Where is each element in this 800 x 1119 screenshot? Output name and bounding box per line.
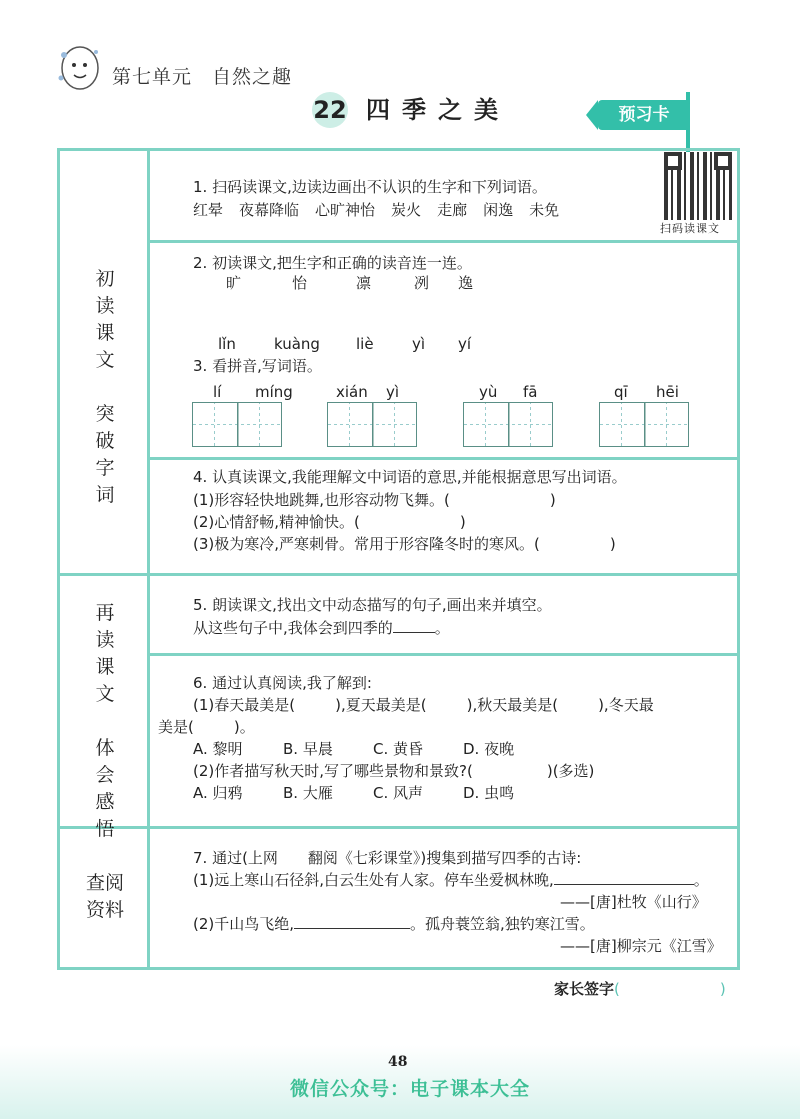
q4-item-3: (3)极为寒冷,严寒刺骨。常用于形容隆冬时的寒风。( )	[193, 535, 616, 553]
q2-prompt: 2. 初读课文,把生字和正确的读音连一连。	[193, 254, 472, 272]
unit-label: 第七单元	[112, 66, 193, 88]
qr-code[interactable]	[664, 152, 732, 220]
writing-grid[interactable]	[192, 402, 282, 447]
section-label-research: 查阅 资料	[85, 872, 125, 921]
answer-blank[interactable]	[393, 632, 435, 633]
q7-prompt: 7. 通过(上网 翻阅《七彩课堂》)搜集到描写四季的古诗:	[193, 849, 582, 867]
answer-blank[interactable]	[294, 928, 410, 929]
q3-pinyin-1: lí míng	[213, 383, 293, 401]
mascot-illustration	[52, 40, 104, 94]
page-number: 48	[388, 1054, 408, 1070]
parent-signature: 家长签字( )	[554, 980, 726, 998]
row-divider	[150, 653, 740, 656]
q3-pinyin-3: yù fā	[479, 383, 538, 401]
q7-source-2: ——[唐]柳宗元《江雪》	[560, 937, 722, 955]
preview-card-tag: 预习卡	[598, 100, 690, 130]
section-label-rereading: 再 读 课 文 体 会 感 悟	[95, 602, 115, 840]
lesson-name: 四季之美	[366, 96, 510, 124]
section-label-first-reading: 初 读 课 文 突 破 字 词	[95, 268, 115, 506]
qr-label: 扫码读课文	[660, 222, 720, 235]
q3-pinyin-4: qī hēi	[614, 383, 679, 401]
q6-item-1: (1)春天最美是( ),夏天最美是( ),秋天最美是( ),冬天最	[193, 696, 654, 714]
lesson-title	[308, 90, 510, 125]
writing-grid[interactable]	[599, 402, 689, 447]
q3-prompt: 3. 看拼音,写词语。	[193, 357, 322, 375]
q7-poem-2: (2)千山鸟飞绝, 。孤舟蓑笠翁,独钓寒江雪。	[193, 915, 595, 933]
q2-pinyin: lǐn kuàng liè yì yí	[218, 335, 472, 353]
lesson-number: 22	[308, 96, 352, 124]
q1-words: 红晕 夜幕降临 心旷神怡 炭火 走廊 闲逸 未免	[193, 201, 560, 219]
q5-prompt: 5. 朗读课文,找出文中动态描写的句子,画出来并填空。	[193, 596, 552, 614]
q6-item-1-cont: 美是( )。	[158, 718, 255, 736]
q3-pinyin-2: xián yì	[336, 383, 400, 401]
row-divider	[150, 240, 740, 243]
q4-item-1: (1)形容轻快地跳舞,也形容动物飞舞。( )	[193, 491, 556, 509]
section-divider	[57, 826, 740, 829]
q7-poem-1: (1)远上寒山石径斜,白云生处有人家。停车坐爱枫林晚, 。	[193, 871, 709, 889]
answer-blank[interactable]	[554, 884, 694, 885]
q6-item-2: (2)作者描写秋天时,写了哪些景物和景致?( )(多选)	[193, 762, 595, 780]
writing-grid[interactable]	[327, 402, 417, 447]
unit-header	[112, 62, 312, 89]
row-divider	[150, 457, 740, 460]
q1-prompt: 1. 扫码读课文,边读边画出不认识的生字和下列词语。	[193, 178, 547, 196]
q6-options-2: A. 归鸦 B. 大雁 C. 风声 D. 虫鸣	[193, 784, 515, 802]
q2-chars: 旷 怡 凛 冽 逸	[226, 274, 474, 292]
frame-divider	[147, 148, 150, 970]
q6-prompt: 6. 通过认真阅读,我了解到:	[193, 674, 372, 692]
q7-source-1: ——[唐]杜牧《山行》	[560, 893, 707, 911]
wechat-watermark: 微信公众号：电子课本大全	[290, 1078, 531, 1100]
writing-grid[interactable]	[463, 402, 553, 447]
q6-options-1: A. 黎明 B. 早晨 C. 黄昏 D. 夜晚	[193, 740, 515, 758]
section-divider	[57, 573, 740, 576]
q5-line: 从这些句子中,我体会到四季的 。	[193, 619, 450, 637]
unit-theme: 自然之趣	[212, 66, 293, 88]
q4-item-2: (2)心情舒畅,精神愉快。( )	[193, 513, 466, 531]
q4-prompt: 4. 认真读课文,我能理解文中词语的意思,并能根据意思写出词语。	[193, 468, 627, 486]
